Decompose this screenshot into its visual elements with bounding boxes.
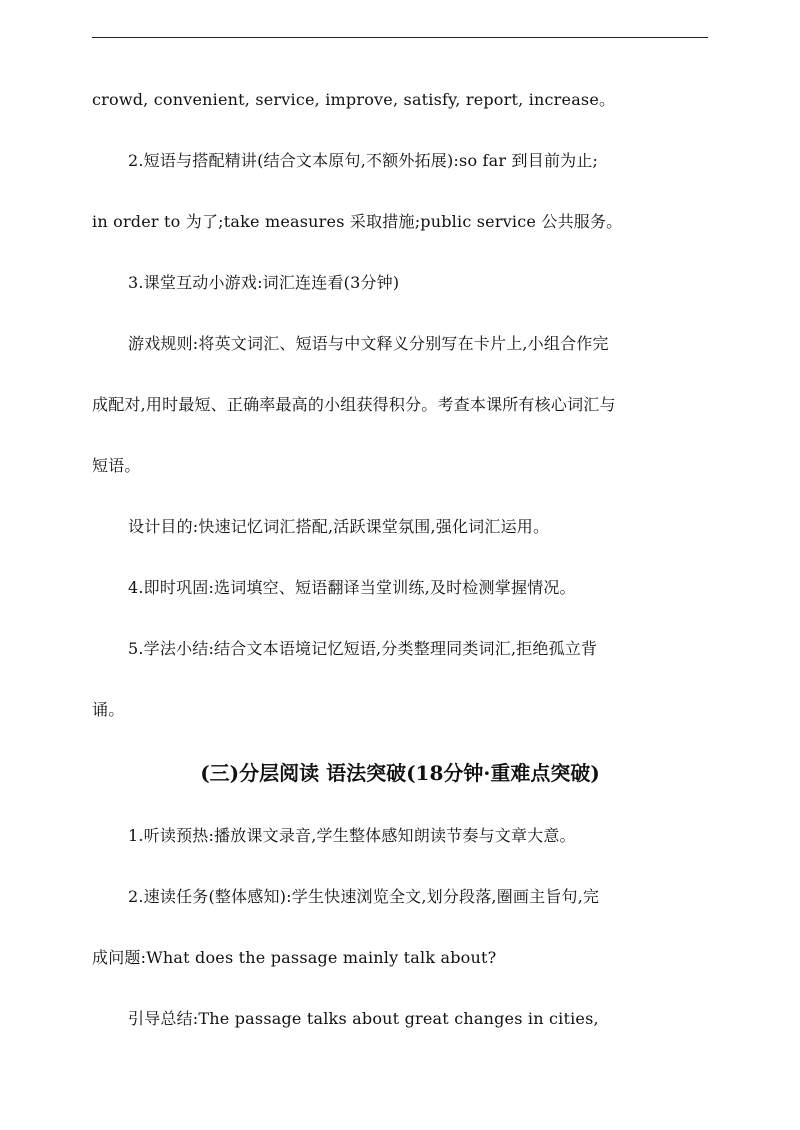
phrase-item-2-continued: in order to 为了;take measures 采取措施;public service 公共服务。 [92, 212, 623, 231]
header-rule [92, 37, 708, 38]
method-summary-end: 诵。 [92, 700, 125, 719]
design-purpose: 设计目的:快速记忆词汇搭配,活跃课堂氛围,强化词汇运用。 [128, 517, 550, 536]
vocab-word-list: crowd, convenient, service, improve, satisfy, report, increase。 [92, 90, 616, 109]
skimming-item-2: 2.速读任务(整体感知):学生快速浏览全文,划分段落,圈画主旨句,完 [128, 887, 600, 906]
method-summary-item-5: 5.学法小结:结合文本语境记忆短语,分类整理同类词汇,拒绝孤立背 [128, 639, 598, 658]
phrase-item-2: 2.短语与搭配精讲(结合文本原句,不额外拓展):so far 到目前为止; [128, 151, 599, 170]
game-rules-end: 短语。 [92, 456, 141, 475]
guided-summary: 引导总结:The passage talks about great changes in cities, [128, 1009, 599, 1028]
game-item-3: 3.课堂互动小游戏:词汇连连看(3分钟) [128, 273, 400, 292]
game-rules: 游戏规则:将英文词汇、短语与中文释义分别写在卡片上,小组合作完 [128, 334, 609, 353]
consolidation-item-4: 4.即时巩固:选词填空、短语翻译当堂训练,及时检测掌握情况。 [128, 578, 576, 597]
skimming-question: 成问题:What does the passage mainly talk about? [92, 948, 497, 967]
listening-item-1: 1.听读预热:播放课文录音,学生整体感知朗读节奏与文章大意。 [128, 826, 576, 845]
section-heading: (三)分层阅读 语法突破(18分钟·重难点突破) [200, 761, 600, 785]
game-rules-continued: 成配对,用时最短、正确率最高的小组获得积分。考查本课所有核心词汇与 [92, 395, 616, 414]
